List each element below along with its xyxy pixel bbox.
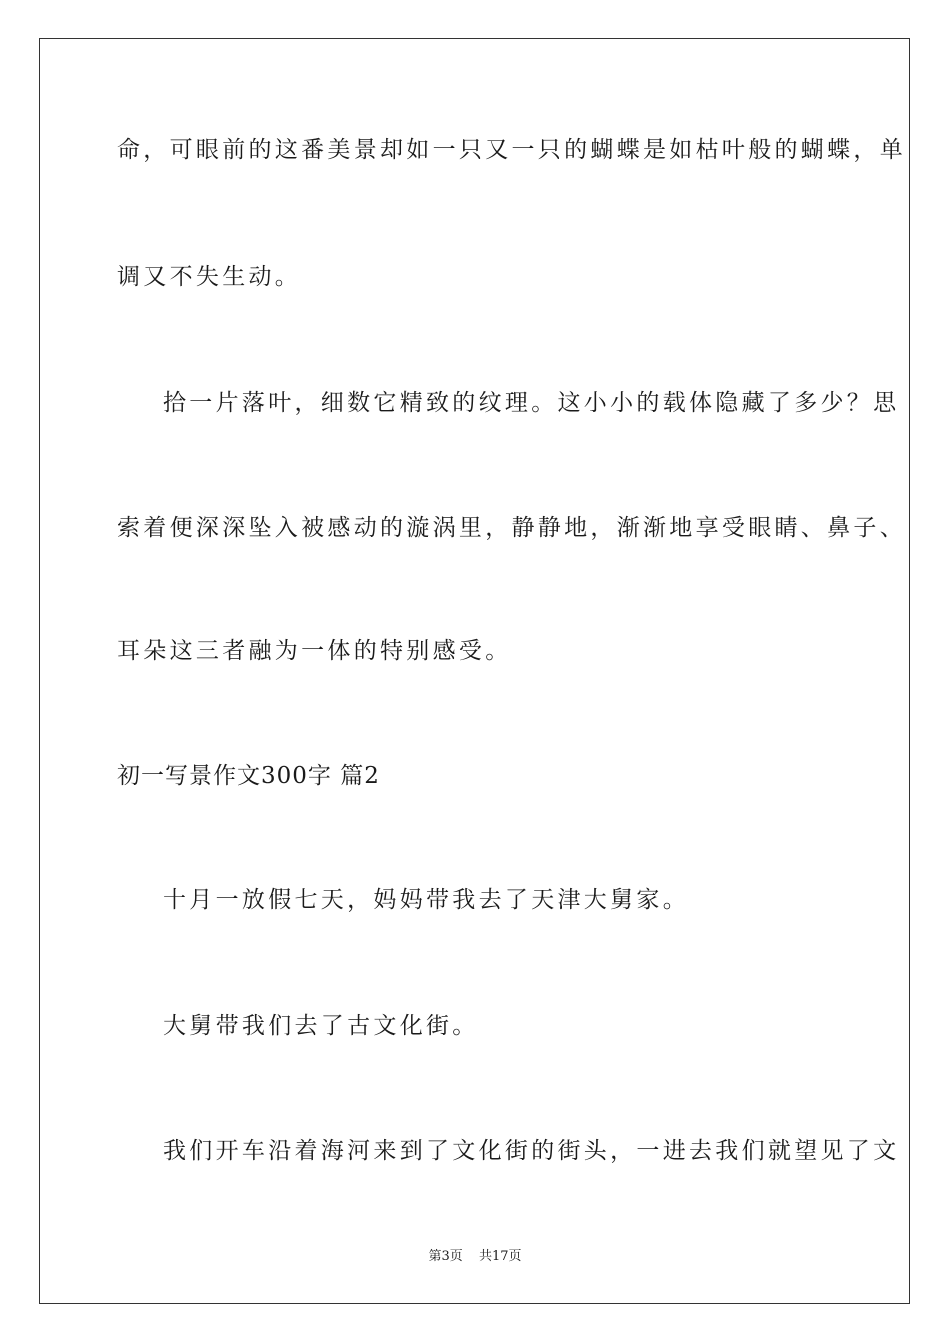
paragraph-line: 命，可眼前的这番美景却如一只又一只的蝴蝶是如枯叶般的蝴蝶，单 xyxy=(117,137,906,163)
page-number-total: 共17页 xyxy=(478,1249,522,1264)
paragraph-line: 我们开车沿着海河来到了文化街的街头，一进去我们就望见了文 xyxy=(163,1138,900,1164)
section-heading: 初一写景作文300字 篇2 xyxy=(117,763,380,789)
page-number-current: 第3页 xyxy=(428,1249,463,1264)
page-footer xyxy=(0,1248,950,1266)
page-frame xyxy=(39,38,910,1304)
paragraph-line: 调又不失生动。 xyxy=(117,264,302,290)
paragraph-line: 索着便深深坠入被感动的漩涡里，静静地，渐渐地享受眼睛、鼻子、 xyxy=(117,515,906,541)
paragraph-line: 大舅带我们去了古文化街。 xyxy=(163,1013,479,1039)
paragraph-line: 耳朵这三者融为一体的特别感受。 xyxy=(117,638,512,664)
paragraph-line: 拾一片落叶，细数它精致的纹理。这小小的载体隐藏了多少？思 xyxy=(163,390,900,416)
paragraph-line: 十月一放假七天，妈妈带我去了天津大舅家。 xyxy=(163,887,689,913)
